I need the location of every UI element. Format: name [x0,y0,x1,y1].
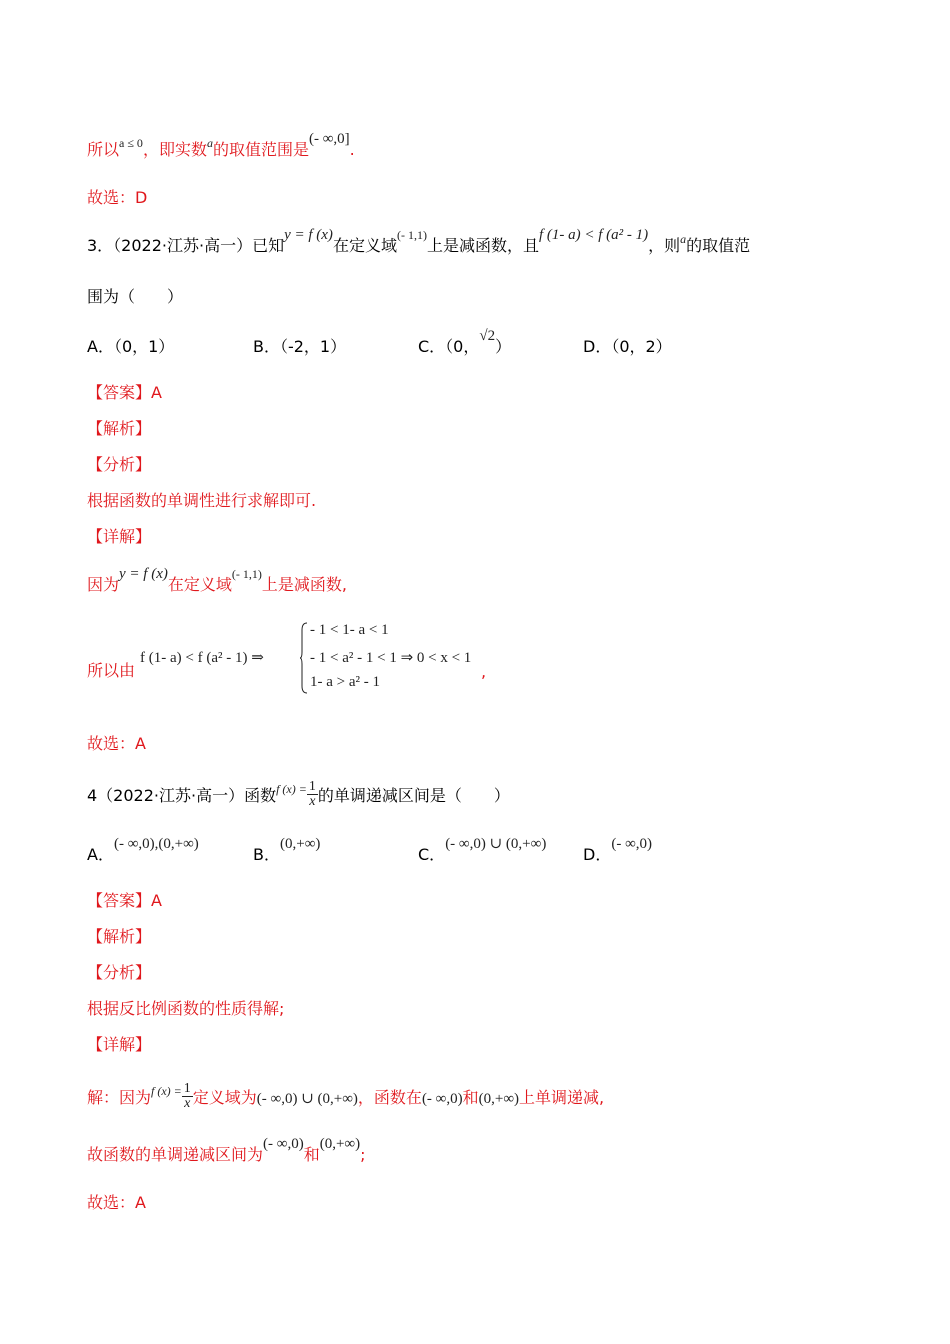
q3-stem-line2: 围为（ ） [87,287,184,306]
q3-final: 故选：A [87,734,146,753]
q4-option-a: A．(- ∞,0),(0,+∞) [87,836,199,864]
q3-fenxi-text: 根据函数的单调性进行求解即可. [87,491,317,510]
fraction: $\frac{1}{x}$ [308,779,316,809]
q4-option-d: D．(- ∞,0) [583,836,653,864]
q3-analysis-heading: 【解析】 [87,419,152,438]
q3-so-ineq: f (1- a) < f (a² - 1) ⇒ [140,650,264,666]
q3-option-c: C．（0，√2） [418,328,512,356]
math-condition: a ≤ 0 [119,136,143,150]
conclusion-line: 所以$^{a \le 0}$，即实数$^a$的取值范围是(- ∞,0]. [87,131,355,159]
q3-system [300,622,490,696]
q4-detail-heading: 【详解】 [87,1035,152,1054]
math-interval: (- ∞,0] [308,131,350,147]
q4-fenxi-text: 根据反比例函数的性质得解; [87,999,285,1018]
q3-detail-heading: 【详解】 [87,527,152,546]
q4-solution-line: 解：因为$^{f (x) =}$ $\frac{1}{x}$ 定义域为(- ∞,0) ∪ (0,+∞)，函数在(- ∞,0)和(0,+∞)上单调递减, [87,1081,605,1111]
brace-icon [300,622,308,694]
q3-so-line: 所以由 [87,661,136,680]
system-row-1: - 1 < 1- a < 1 [310,622,389,638]
q4-option-b: B．(0,+∞) [253,836,321,864]
q3-because-line: 因为y = f (x)在定义域$^{(- 1,1)}$上是减函数, [87,566,347,594]
q3-stem: 3．（2022·江苏·高一）已知y = f (x)在定义域$^{(- 1,1)}$上是减函数，且f (1- a) < f (a² - 1)，则$^a$的取值范 [87,227,751,255]
system-row-3: 1- a > a² - 1 [310,674,381,690]
comma: , [481,662,487,681]
q3-option-a: A．（0，1） [87,337,175,356]
q3-option-b: B．（-2，1） [253,337,347,356]
q4-fenxi-heading: 【分析】 [87,963,152,982]
q4-option-c: C．(- ∞,0) ∪ (0,+∞) [418,836,547,864]
q3-fenxi-heading: 【分析】 [87,455,152,474]
answer-choice-prev: 故选：D [87,188,148,207]
q4-stem: 4（2022·江苏·高一）函数$^{f (x) =}$ $\frac{1}{x}$ 的单调递减区间是（ ） [87,779,510,809]
q3-answer: 【答案】A [87,383,162,402]
q4-answer: 【答案】A [87,891,162,910]
fraction: $\frac{1}{x}$ [183,1081,191,1111]
q4-conclusion-line: 故函数的单调递减区间为(- ∞,0)和(0,+∞); [87,1136,366,1164]
q4-analysis-heading: 【解析】 [87,927,152,946]
q4-final: 故选：A [87,1193,146,1212]
q3-option-d: D．（0，2） [583,337,672,356]
system-row-2: - 1 < a² - 1 < 1 ⇒ 0 < x < 1 [310,650,472,666]
